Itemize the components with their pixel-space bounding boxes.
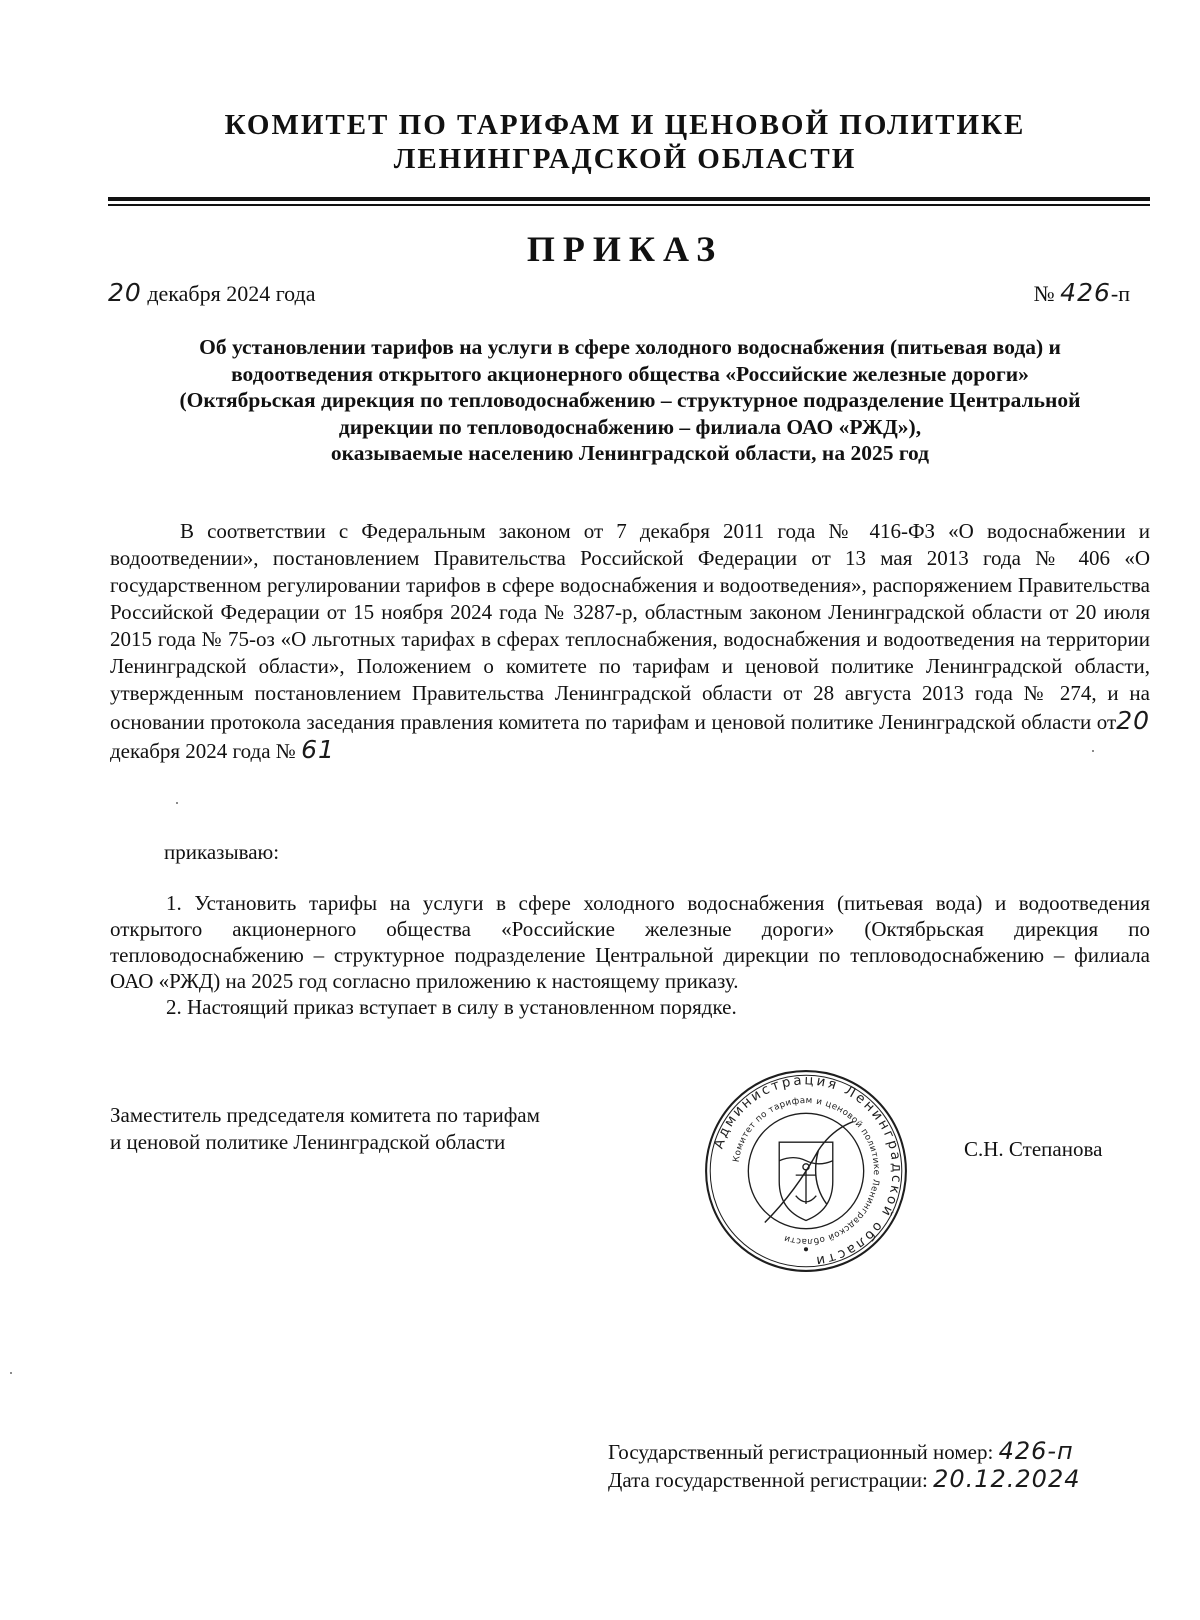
official-seal bbox=[703, 1068, 909, 1274]
order-item: 1. Установить тарифы на услуги в сфере холодного водоснабжения (питьевая вода) и водоотведения открытого акционерного общества «Российские железные дороги» (Октябрьская дирекция по тепловодоснабжению – структурное подразделение Центральной дирекции по тепловодоснабжению – филиала ОАО «РЖД) на 2025 год согласно приложению к настоящему приказу. bbox=[110, 891, 1150, 993]
seal-inner-text: Комитет по тарифам и ценовой политике Ленинградской области bbox=[731, 1095, 882, 1247]
handwritten-protocol-number: 61 bbox=[301, 735, 335, 764]
registration-number-label: Государственный регистрационный номер: bbox=[608, 1440, 999, 1464]
preamble-paragraph bbox=[110, 518, 1150, 765]
organization-name-line1: КОМИТЕТ ПО ТАРИФАМ И ЦЕНОВОЙ ПОЛИТИКЕ bbox=[224, 109, 1026, 141]
handwritten-registration-date: 20.12.2024 bbox=[933, 1465, 1081, 1493]
order-number-suffix: -п bbox=[1110, 281, 1130, 306]
registration-number-line bbox=[608, 1438, 1168, 1466]
subject-line: водоотведения открытого акционерного общества «Российские железные дороги» bbox=[231, 361, 1029, 386]
order-subject bbox=[110, 334, 1150, 467]
order-date bbox=[108, 278, 316, 307]
signatory-position-line: Заместитель председателя комитета по тарифам bbox=[110, 1103, 540, 1127]
order-number-prefix: № bbox=[1033, 281, 1061, 306]
registration-date-label: Дата государственной регистрации: bbox=[608, 1468, 934, 1492]
subject-line: дирекции по тепловодоснабжению – филиала ОАО «РЖД»), bbox=[338, 414, 922, 439]
order-date-rest: декабря 2024 года bbox=[141, 281, 316, 306]
handwritten-registration-number: 426-п bbox=[998, 1437, 1074, 1465]
registration-date-line bbox=[608, 1466, 1168, 1494]
order-item: 2. Настоящий приказ вступает в силу в установленном порядке. bbox=[166, 995, 737, 1019]
subject-line: Об установлении тарифов на услуги в сфере холодного водоснабжения (питьевая вода) и bbox=[199, 335, 1061, 359]
decree-word: приказываю: bbox=[164, 840, 280, 864]
signatory-name: С.Н. Степанова bbox=[964, 1137, 1103, 1161]
organization-name-line2: ЛЕНИНГРАДСКОЙ ОБЛАСТИ bbox=[393, 143, 857, 175]
handwritten-protocol-day: 20 bbox=[1116, 706, 1150, 735]
seal-outer-text: Администрация Ленинградской области bbox=[711, 1073, 904, 1269]
signature-stroke-icon bbox=[765, 1122, 854, 1223]
registration-block bbox=[608, 1438, 1168, 1494]
signatory-position-line: и ценовой политике Ленинградской области bbox=[110, 1130, 506, 1154]
header-rule-thick bbox=[108, 197, 1150, 201]
scan-speck bbox=[176, 802, 178, 804]
handwritten-order-number: 426 bbox=[1060, 278, 1111, 307]
subject-line: (Октябрьская дирекция по тепловодоснабжению – структурное подразделение Центральной bbox=[179, 388, 1081, 412]
scan-speck bbox=[10, 1372, 12, 1374]
subject-line: оказываемые населению Ленинградской области, на 2025 год bbox=[330, 441, 930, 465]
signatory-position bbox=[110, 1102, 630, 1156]
preamble-text: В соответствии с Федеральным законом от 7 декабря 2011 года № 416-ФЗ «О водоснабжении и водоотведении», постановлением Правительства Российской Федерации от 13 мая 2013 года № 406 «О государственном регулировании тарифов в сфере водоснабжения и водоотведения», распоряжением Правительства Российской Федерации от 15 ноября 2024 года № 3287-р, областным законом Ленинградской области от 20 июля 2015 года № 75-оз «О льготных тарифах в сферах теплоснабжения, водоснабжения и водоотведения на территории Ленинградской области», Положением о комитете по тарифам и ценовой политике Ленинградской области, утвержденным постановлением Правительства Ленинградской области от 28 августа 2013 года № 274, и на основании протокола заседания правления комитета по тарифам и ценовой политике Ленинградской области от bbox=[110, 519, 1150, 734]
organization-header bbox=[0, 108, 1200, 176]
coat-of-arms-icon bbox=[779, 1142, 833, 1220]
order-number bbox=[1034, 278, 1130, 307]
header-rule-thin bbox=[108, 204, 1150, 206]
order-title: ПРИКАЗ bbox=[526, 229, 724, 269]
order-items bbox=[110, 890, 1150, 1020]
handwritten-date-day: 20 bbox=[108, 278, 142, 307]
preamble-protocol-rest: декабря 2024 года № bbox=[110, 739, 302, 763]
seal-dot-icon bbox=[804, 1247, 808, 1251]
scan-speck bbox=[1092, 750, 1094, 752]
